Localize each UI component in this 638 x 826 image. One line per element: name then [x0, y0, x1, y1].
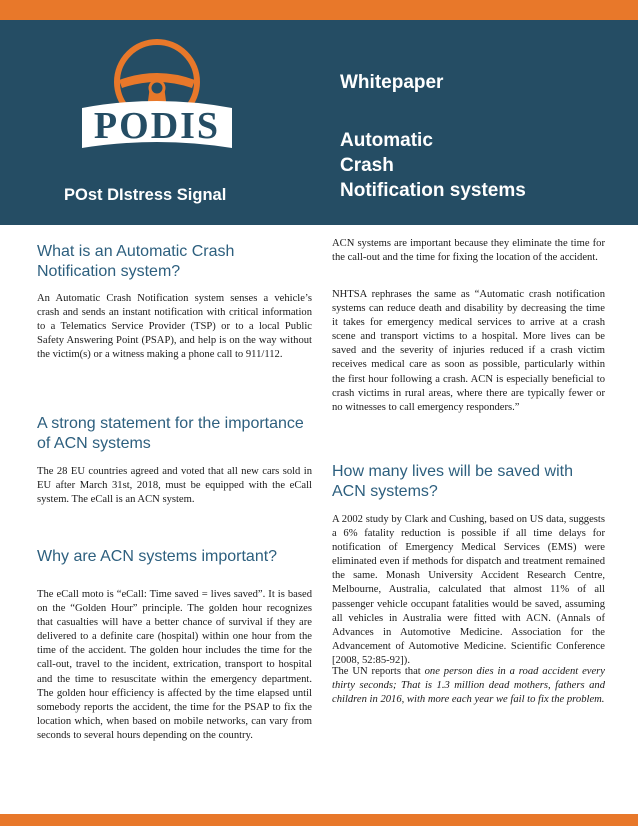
section-heading-lives-saved: How many lives will be saved with ACN systems?	[332, 463, 573, 500]
paragraph-acn-definition: An Automatic Crash Notification system senses a vehicle’s crash and sends an instant notification with critical information to a Telematics Service Provider (TSP) or to a local Public Safety Answering Point (PSAP), and help is on the way without the victim(s) or a witness making a phone call to 911/112.	[37, 293, 312, 361]
section-heading-strong-statement: A strong statement for the importance of ACN systems	[37, 415, 304, 452]
section-heading-why-important: Why are ACN systems important?	[37, 548, 278, 565]
top-accent-bar	[0, 0, 638, 20]
bottom-accent-bar	[0, 814, 638, 826]
title-line: Notification systems	[340, 180, 526, 201]
paragraph-acn-importance: ACN systems are important because they eliminate the time for the call-out and the time for fixing the location of the accident.	[332, 238, 605, 264]
paragraph-eu-regulation: The 28 EU countries agreed and voted that all new cars sold in EU after March 31st, 2018, must be equipped with the eCall system. The eCall is an ACN system.	[37, 466, 312, 506]
un-report-text: The UN reports that	[332, 666, 425, 677]
section-heading-what-is-acn: What is an Automatic Crash Notification system?	[37, 243, 235, 280]
document-title	[340, 128, 630, 203]
paragraph-nhtsa-quote: NHTSA rephrases the same as “Automatic crash notification systems can reduce death and disability by decreasing the time it takes for emergency medical services to arrive at a crash scene and transport victims to a hospital. More lives can be saved and the severity of injuries reduced if a crash victim receives medical care as soon as possible, particularly within the first hour following a crash. ACN is especially beneficial to crash victims in rural areas, where there are typically fewer or no witnesses to call emergency responders.”	[332, 289, 605, 413]
tagline: POst DIstress Signal	[64, 186, 227, 204]
podis-logo	[72, 30, 242, 170]
paragraph-un-report	[332, 665, 605, 707]
title-line: Crash	[340, 155, 394, 176]
svg-text:PODIS: PODIS	[93, 105, 221, 147]
paragraph-golden-hour: The eCall moto is “eCall: Time saved = lives saved”. It is based on the “Golden Hour” principle. The golden hour recognizes that casualties will have a better chance of survival if they are delivered to a definite care (hospital) within one hour from the time of the accident. The golden hour includes the time for the call-out, travel to the incident, extrication, transport to hospital and the time to resuscitate within the emergency department. The golden hour efficiency is affected by the time elapsed until somebody reports the accident, the time for the PSAP to fix the location which, when based on mobile networks, can vary from seconds to several hours depending on the country.	[37, 589, 312, 741]
steering-wheel-logo-icon	[72, 30, 242, 170]
title-line: Automatic	[340, 130, 433, 151]
paragraph-studies: A 2002 study by Clark and Cushing, based on US data, suggests a 6% fatality reduction is possible if all time delays for notification of Emergency Medical Services (EMS) were eliminated even if methods for dispatch and treatment remained the same. Monash University Accident Research Centre, Melbourne, Australia, calculated that almost 11% of all passenger vehicle occupant fatalities would be saved, assuming all vehicles in Australia were fitted with ACN. (Annals of Advances in Automotive Medicine. Association for the Advancement of Automotive Medicine. Scientific Conference [2008, 52:85-92]).	[332, 514, 605, 666]
document-type-label: Whitepaper	[340, 72, 444, 93]
un-report-italic-text: one person dies in a road accident every thirty seconds; That is 1.3 million dead mothers, fathers and children in 2016, with more each year we fail to fix the problem.	[332, 666, 605, 706]
